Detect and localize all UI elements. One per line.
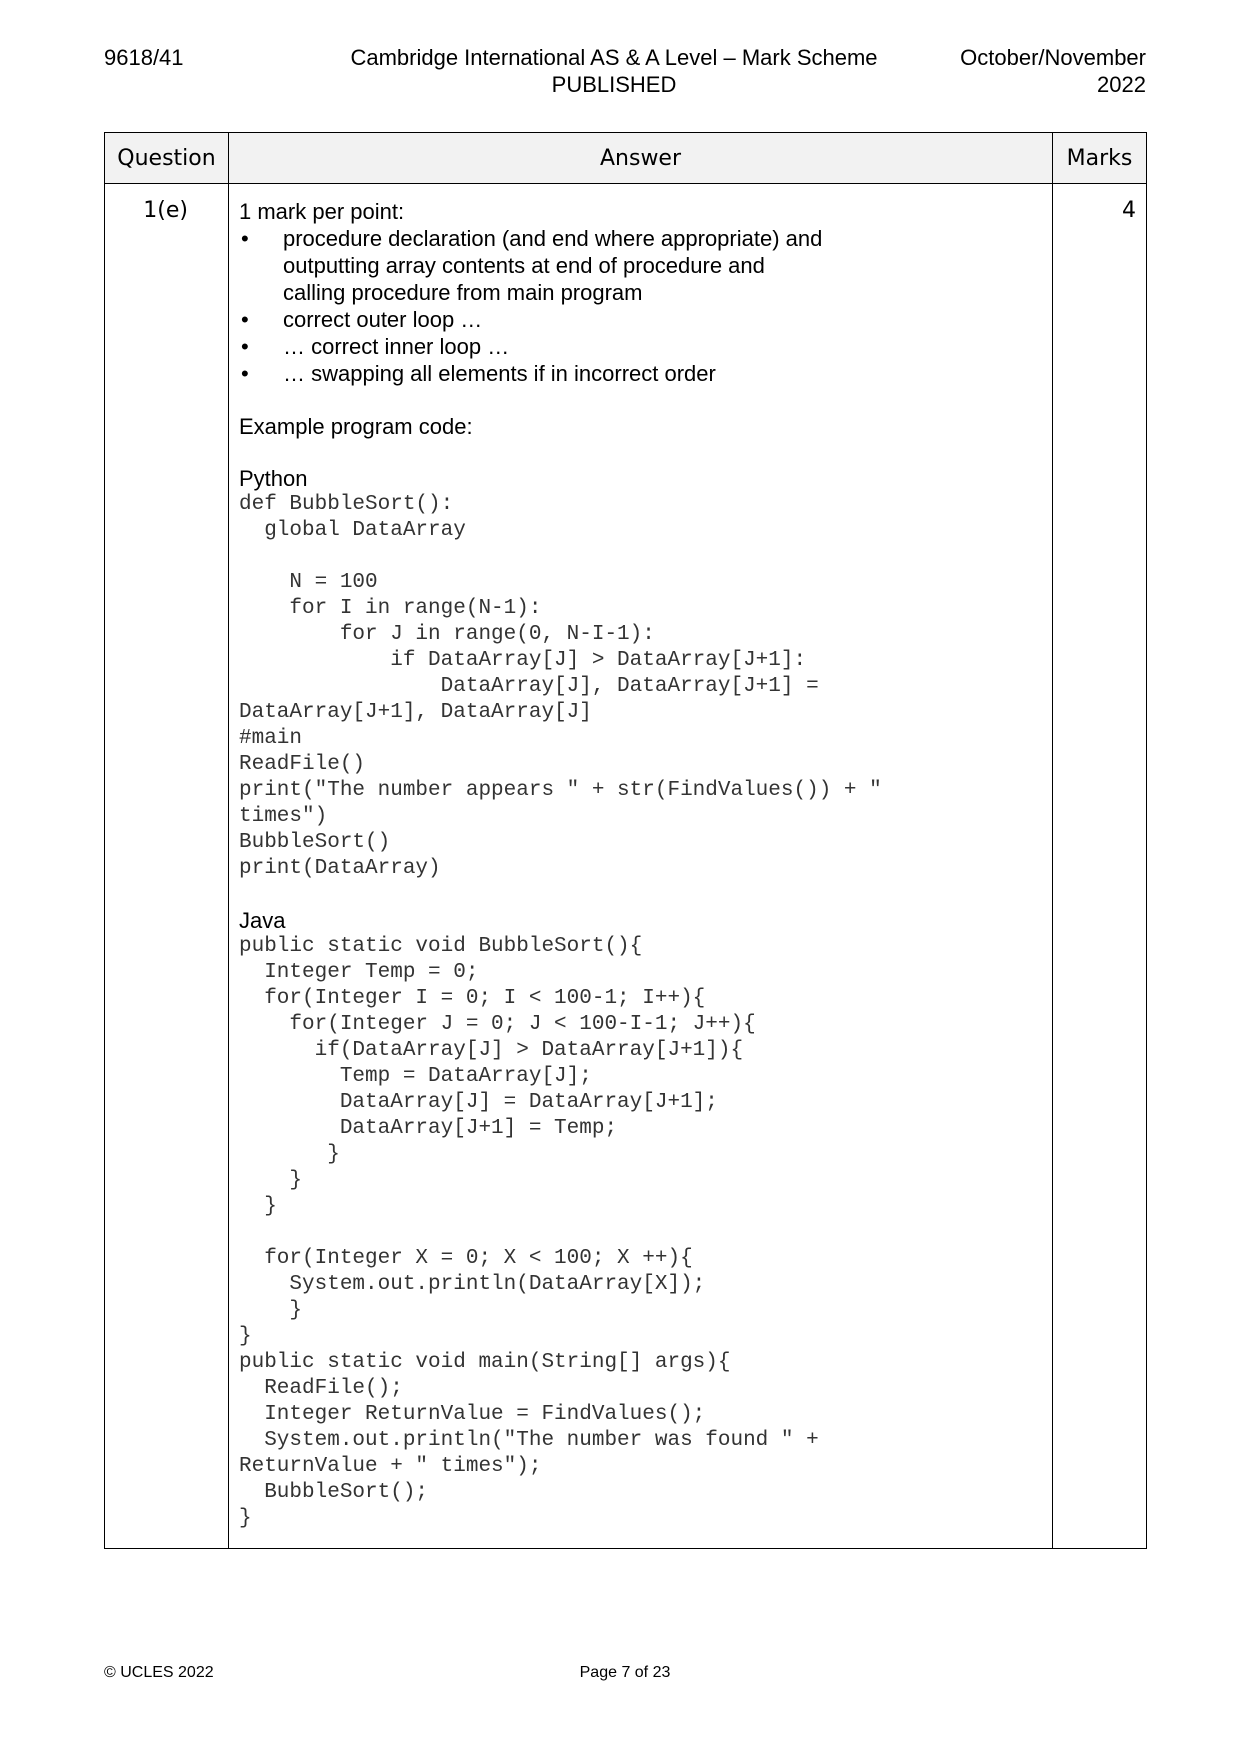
mark-scheme-table bbox=[104, 132, 1147, 1549]
question-number: 1(e) bbox=[105, 184, 229, 1549]
java-label: Java bbox=[239, 908, 286, 933]
exam-session bbox=[926, 44, 1146, 98]
python-code-block: def BubbleSort(): global DataArray N = 100 for I in range(N-1): for J in range(0, N-I-1): if DataArray[J] > DataArray[J+1]: DataArray[J], DataArray[J+1] = DataArray[J+1], DataArray[J] #main ReadFile() print("The number appears " + str(FindValues()) + " times") BubbleSort() print(DataArray) bbox=[239, 493, 882, 880]
marking-points bbox=[239, 225, 1042, 387]
marking-point: • … swapping all elements if in incorrect order bbox=[239, 360, 1042, 387]
document-title bbox=[294, 44, 934, 98]
table-row bbox=[105, 184, 1147, 1549]
marks-value: 4 bbox=[1053, 184, 1147, 1549]
table-header-row bbox=[105, 133, 1147, 184]
example-label: Example program code: bbox=[239, 414, 473, 439]
java-code-block: public static void BubbleSort(){ Integer Temp = 0; for(Integer I = 0; I < 100-1; I++){ for(Integer J = 0; J < 100-I-1; J++){ if(DataArray[J] > DataArray[J+1]){ Temp = DataArray[J]; DataArray[J] = DataArray[J+1]; DataArray[J+1] = Temp; } } } for(Integer X = 0; X < 100; X ++){ System.out.println(DataArray[X]); } } public static void main(String[] args){ ReadFile(); Integer ReturnValue = FindValues(); System.out.println("The number was found " + ReturnValue + " times"); BubbleSort(); } bbox=[239, 935, 819, 1530]
python-label: Python bbox=[239, 466, 308, 491]
paper-code: 9618/41 bbox=[104, 45, 184, 70]
page-header bbox=[104, 44, 1146, 104]
header-question: Question bbox=[105, 133, 229, 184]
header-answer: Answer bbox=[229, 133, 1053, 184]
copyright-notice: © UCLES 2022 bbox=[104, 1664, 214, 1681]
exam-session-line1: October/November bbox=[960, 45, 1146, 70]
marking-point: • procedure declaration (and end where appropriate) and outputting array contents at end of procedure and calling procedure from main program bbox=[239, 225, 1042, 306]
header-marks: Marks bbox=[1053, 133, 1147, 184]
marking-point: • … correct inner loop … bbox=[239, 333, 1042, 360]
document-title-line2: PUBLISHED bbox=[551, 72, 677, 97]
marking-intro: 1 mark per point: bbox=[239, 199, 405, 224]
document-title-line1: Cambridge International AS & A Level – Mark Scheme bbox=[350, 45, 878, 70]
page-number: Page 7 of 23 bbox=[579, 1664, 671, 1681]
answer-cell bbox=[229, 184, 1053, 1549]
marking-point: • correct outer loop … bbox=[239, 306, 1042, 333]
exam-session-line2: 2022 bbox=[1097, 72, 1146, 97]
